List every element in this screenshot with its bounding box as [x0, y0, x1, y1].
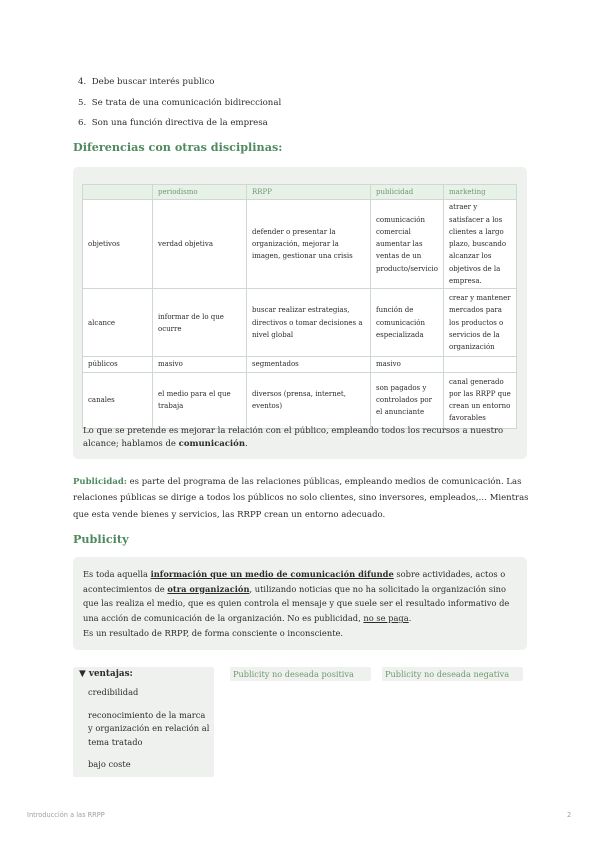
table-cell: informar de lo que ocurre: [153, 289, 247, 357]
ventajas-list: [88, 686, 212, 781]
underlined-text: no se paga: [363, 613, 409, 624]
table-cell: masivo: [153, 357, 247, 372]
table-cell: masivo: [371, 357, 444, 372]
toggle-heading[interactable]: ▼ ventajas:: [79, 669, 133, 679]
publicidad-label: Publicidad:: [73, 477, 127, 487]
section-heading-diferencias: Diferencias con otras disciplinas:: [73, 140, 283, 154]
list-item: 6. Son una función directiva de la empresa: [78, 118, 268, 128]
list-item: bajo coste: [88, 759, 131, 769]
section-heading-publicity: Publicity: [73, 532, 129, 546]
table-header-row: [83, 185, 517, 200]
table-cell: [443, 357, 516, 372]
list-item: reconocimiento de la marca y organización en relación al tema tratado: [88, 709, 210, 747]
list-item: credibilidad: [88, 687, 139, 697]
table-cell: comunicación comercial aumentar las ventas de un producto/servicio: [371, 200, 444, 289]
table-cell: diversos (prensa, internet, eventos): [247, 372, 371, 428]
emphasis-text: información que un medio de comunicación difunde: [150, 569, 394, 579]
row-label: canales: [83, 372, 153, 428]
callout-text: Lo que se pretende es mejorar la relación con el público, empleando todos los recursos a nuestro alcance; hablamos de comunicación.: [83, 426, 504, 449]
table-cell: atraer y satisfacer a los clientes a largo plazo, buscando alcanzar los objetivos de la empresa.: [443, 200, 516, 289]
footer-title: Introducción a las RRPP: [27, 811, 105, 819]
differences-table: [82, 184, 517, 429]
column-header: RRPP: [247, 185, 371, 200]
table-cell: verdad objetiva: [153, 200, 247, 289]
emphasis-text: otra organización: [167, 583, 250, 594]
differences-callout: [73, 167, 527, 459]
column-header: publicidad: [371, 185, 444, 200]
column-header: [83, 185, 153, 200]
tag-negative: Publicity no deseada negativa: [382, 667, 523, 681]
table-row: [83, 357, 517, 372]
row-label: objetivos: [83, 200, 153, 289]
table-row: [83, 289, 517, 357]
page-number: 2: [567, 811, 572, 819]
table-cell: segmentados: [247, 357, 371, 372]
numbered-list: [78, 72, 281, 134]
table-cell: son pagados y controlados por el anunciante: [371, 372, 444, 428]
publicity-text: Es toda aquella información que un medio de comunicación difunde sobre actividades, actos o acontecimientos de otra organización, utilizando noticias que no ha solicitado la organización sino que las realiza el medio, que es quien controla el mensaje y que suele ser el resultado informativo de una acción de comunicación de la organización. No es publicidad, no se paga. Es un resultado de RRPP, de forma consciente o inconsciente.: [83, 569, 510, 638]
table-cell: defender o presentar la organización, mejorar la imagen, gestionar una crisis: [247, 200, 371, 289]
table-cell: buscar realizar estrategias, directivos o tomar decisiones a nivel global: [247, 289, 371, 357]
list-item: 5. Se trata de una comunicación bidireccional: [78, 97, 282, 108]
column-header: marketing: [443, 185, 516, 200]
table-row: [83, 372, 517, 428]
table-cell: crear y mantener mercados para los productos o servicios de la organización: [443, 289, 516, 357]
publicity-callout: [73, 557, 527, 650]
ventajas-toggle[interactable]: [73, 667, 214, 777]
table-row: [83, 200, 517, 289]
table-cell: el medio para el que trabaja: [153, 372, 247, 428]
publicidad-paragraph: Publicidad: es parte del programa de las relaciones públicas, empleando medios de comunicación. Las relaciones públicas se dirige a todos los públicos no solo clientes, sino inversores, empleados,… Mientras que esta vende bienes y servicios, las RRPP crean un entorno adecuado.: [73, 477, 529, 520]
bold-term: comunicación: [178, 439, 246, 449]
table-cell: función de comunicación especializada: [371, 289, 444, 357]
tag-positive: Publicity no deseada positiva: [230, 667, 371, 681]
column-header: periodismo: [153, 185, 247, 200]
row-label: alcance: [83, 289, 153, 357]
row-label: públicos: [83, 357, 153, 372]
list-item: 4. Debe buscar interés publico: [78, 77, 215, 87]
table-cell: canal generado por las RRPP que crean un entorno favorables: [443, 372, 516, 428]
